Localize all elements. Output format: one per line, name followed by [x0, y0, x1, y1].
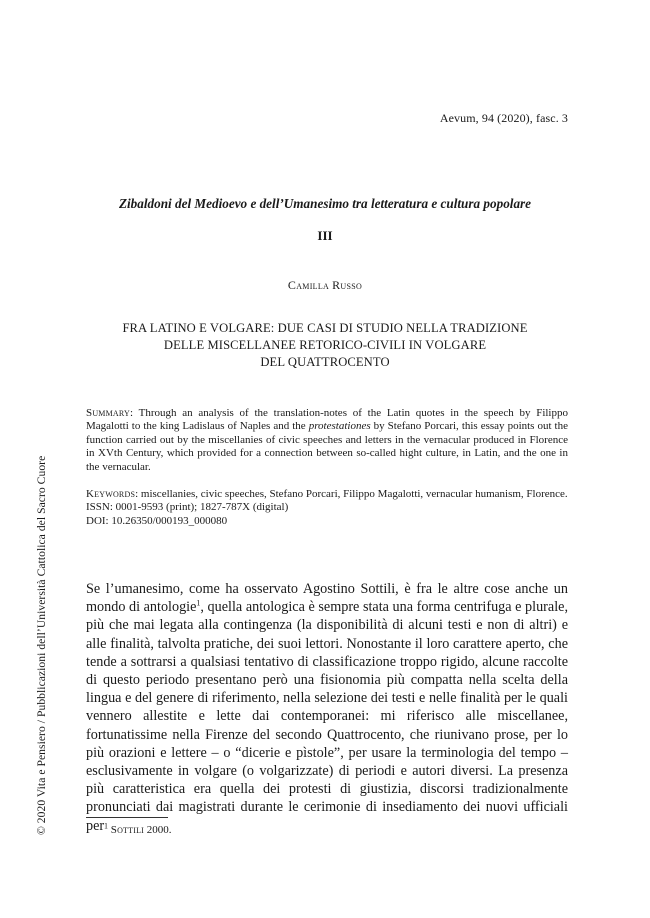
summary-label: Summary	[86, 407, 130, 419]
doi-line: DOI: 10.26350/000193_000080	[86, 514, 228, 527]
author-first-name: Camilla	[287, 278, 330, 292]
journal-reference: Aevum, 94 (2020), fasc. 3	[439, 111, 568, 125]
series-number: III	[317, 228, 333, 243]
copyright-sidebar: © 2020 Vita e Pensiero / Pubblicazioni dell’Università Cattolica del Sacro Cuore	[35, 455, 48, 835]
footnote-mark: 1	[104, 821, 108, 831]
article-title	[86, 320, 564, 371]
summary-italic-term: protestationes	[308, 420, 371, 433]
summary-paragraph	[86, 407, 568, 474]
article-title-line: DEL QUATTROCENTO	[260, 355, 390, 369]
summary-text-start: : Through an analysis of the translation-notes of the Latin quotes in the speech by Filippo Magalotti to the king Ladislaus of Naples and the	[86, 407, 568, 433]
footnote-divider	[86, 817, 168, 818]
footnote	[104, 821, 172, 836]
body-paragraph	[86, 580, 568, 835]
body-text-rest: , quella antologica è sempre stata una forma centrifuga e plurale, più che mai legata alla contingenza (la disponibilità di alcuni testi e non di altri) e alle finalità, talvolta pratiche, dei suoi lettori. Nonostante il loro carattere aperto, che tende a sottrarsi a qualsiasi tentativo di classificazione troppo rigido, alcune raccolte di questo periodo presentano però una fisionomia più compatta nella scelta della lingua e del genere di riferimento, nella selezione dei testi e nelle finalità per le quali vennero allestite e lette dai contemporanei: mi riferisco alle miscellanee, fortunatissime nella Firenze del secondo Quattrocento, che riunivano prose, per lo più orazioni e lettere – o “dicerie e pìstole”, per usare la terminologia del tempo – esclusivamente in volgare (o volgarizzate) di periodi e autori diversi. La presenza più caratteristica era quella dei protesti di giustizia, discorsi tradizionalmente pronunciati dai magistrati durante le cerimonie di insediamento dei nuovi ufficiali per	[86, 599, 568, 834]
article-title-line: FRA LATINO E VOLGARE: DUE CASI DI STUDIO NELLA TRADIZIONE	[122, 321, 528, 335]
issn-line: ISSN: 0001-9593 (print); 1827-787X (digital)	[86, 501, 289, 514]
keywords-text: : miscellanies, civic speeches, Stefano Porcari, Filippo Magalotti, vernacular humanism, Florence.	[135, 488, 568, 500]
keywords-line	[86, 488, 568, 501]
article-metadata	[86, 488, 568, 528]
summary-text-end: by Stefano Porcari, this essay points out the function carried out by the miscellanies of civic speeches and letters in the vernacular produced in Florence in XVth Century, which provided for a connection between so-called hight culture, in Latin, and the one in the vernacular.	[86, 420, 568, 473]
author-name	[0, 278, 650, 293]
footnote-reference[interactable]: 1	[196, 598, 201, 608]
series-title: Zibaldoni del Medioevo e dell’Umanesimo tra letteratura e cultura popolare	[118, 196, 532, 211]
article-title-line: DELLE MISCELLANEE RETORICO-CIVILI IN VOLGARE	[163, 338, 487, 352]
footnote-year: 2000.	[144, 824, 172, 836]
keywords-label: Keywords	[86, 488, 136, 500]
footnote-author: Sottili	[110, 824, 145, 836]
body-text-start: Se l’umanesimo, come ha osservato Agostino Sottili, è fra le altre cose anche un mondo di antologie	[86, 581, 568, 616]
author-last-name: Russo	[332, 278, 363, 292]
